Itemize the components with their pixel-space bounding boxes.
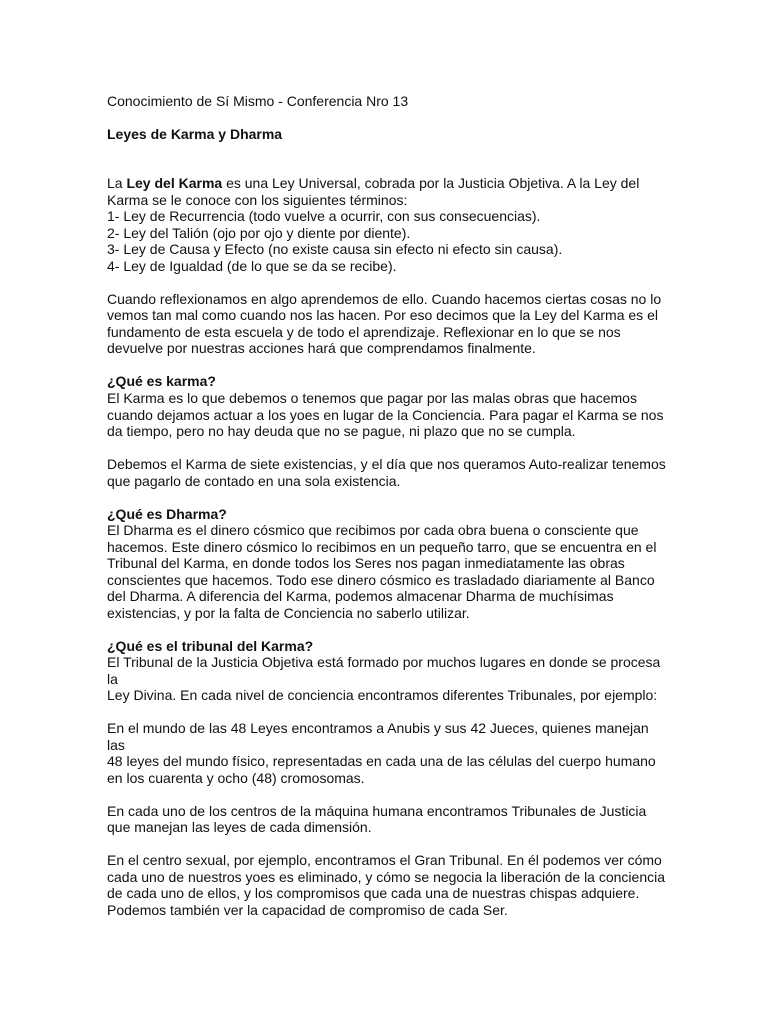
paragraph — [107, 522, 747, 621]
text-line: En el mundo de las 48 Leyes encontramos a Anubis y sus 42 Jueces, quienes manejan — [107, 720, 649, 737]
list-item: 4- Ley de Igualdad (de lo que se da se recibe). — [107, 257, 397, 274]
text-line: cada uno de nuestros yoes es eliminado, y cómo se negocia la liberación de la conciencia — [107, 868, 666, 885]
paragraph — [107, 654, 747, 704]
document-page — [107, 93, 747, 919]
reflection-paragraph — [107, 291, 747, 357]
text-line: En el centro sexual, por ejemplo, encontramos el Gran Tribunal. En él podemos ver cómo — [107, 852, 662, 869]
intro-paragraph — [107, 175, 747, 274]
text-line: la — [107, 670, 118, 687]
document-title: Conocimiento de Sí Mismo - Conferencia Nro 13 — [107, 92, 409, 109]
text-segment: es una Ley Universal, cobrada por la Justicia Objetiva. A la Ley del — [222, 175, 640, 192]
text-line: En cada uno de los centros de la máquina humana encontramos Tribunales de Justicia — [107, 802, 647, 819]
section-heading: ¿Qué es karma? — [107, 373, 216, 390]
text-line: da tiempo, pero no hay deuda que no se pague, ni plazo que no se cumpla. — [107, 423, 576, 440]
text-line: en los cuarenta y ocho (48) cromosomas. — [107, 769, 365, 786]
text-segment: La — [107, 175, 127, 192]
paragraph — [107, 803, 747, 836]
text-line: Karma se le conoce con los siguientes términos: — [107, 191, 408, 208]
text-line: devuelve por nuestras acciones hará que comprendamos finalmente. — [107, 340, 536, 357]
text-line: cuando dejamos actuar a los yoes en lugar de la Conciencia. Para pagar el Karma se nos — [107, 406, 664, 423]
text-line: conscientes que hacemos. Todo ese dinero cósmico es trasladado diariamente al Banco — [107, 571, 655, 588]
list-item: 3- Ley de Causa y Efecto (no existe causa sin efecto ni efecto sin causa). — [107, 241, 563, 258]
section-dharma — [107, 506, 747, 622]
paragraph — [107, 720, 747, 786]
paragraph — [107, 852, 747, 918]
section-tribunal — [107, 638, 747, 919]
section-karma — [107, 373, 747, 489]
list-item: 2- Ley del Talión (ojo por ojo y diente por diente). — [107, 224, 411, 241]
text-line: Ley Divina. En cada nivel de conciencia encontramos diferentes Tribunales, por ejemplo: — [107, 687, 658, 704]
text-line: Debemos el Karma de siete existencias, y el día que nos queramos Auto-realizar tenemos — [107, 456, 666, 473]
section-heading: ¿Qué es el tribunal del Karma? — [107, 637, 314, 654]
list-item: 1- Ley de Recurrencia (todo vuelve a ocurrir, con sus consecuencias). — [107, 208, 541, 225]
document-heading: Leyes de Karma y Dharma — [107, 125, 283, 142]
text-line: que manejan las leyes de cada dimensión. — [107, 819, 372, 836]
text-line: Podemos también ver la capacidad de compromiso de cada Ser. — [107, 901, 508, 918]
text-line: que pagarlo de contado en una sola existencia. — [107, 472, 401, 489]
paragraph — [107, 390, 747, 440]
text-line: Cuando reflexionamos en algo aprendemos de ello. Cuando hacemos ciertas cosas no lo — [107, 290, 662, 307]
bold-term: Ley del Karma — [126, 175, 223, 192]
paragraph — [107, 456, 747, 489]
text-line: Tribunal del Karma, en donde todos los Seres nos pagan inmediatamente las obras — [107, 555, 625, 572]
intro-first-line — [107, 175, 747, 192]
text-line: vemos tan mal como cuando nos las hacen. Por eso decimos que la Ley del Karma es el — [107, 307, 658, 324]
text-line: fundamento de esta escuela y de todo el aprendizaje. Reflexionar en lo que se nos — [107, 323, 621, 340]
text-line: hacemos. Este dinero cósmico lo recibimos en un pequeño tarro, que se encuentra en el — [107, 538, 657, 555]
text-line: las — [107, 736, 125, 753]
text-line: existencias, y por la falta de Conciencia no saberlo utilizar. — [107, 604, 470, 621]
text-line: El Karma es lo que debemos o tenemos que pagar por las malas obras que hacemos — [107, 389, 637, 406]
text-line: 48 leyes del mundo físico, representadas en cada una de las células del cuerpo humano — [107, 753, 656, 770]
text-line: del Dharma. A diferencia del Karma, podemos almacenar Dharma de muchísimas — [107, 588, 614, 605]
text-line: El Dharma es el dinero cósmico que recibimos por cada obra buena o consciente que — [107, 522, 639, 539]
text-line: El Tribunal de la Justicia Objetiva está formado por muchos lugares en donde se procesa — [107, 654, 661, 671]
text-line: de cada uno de ellos, y los compromisos que cada una de nuestras chispas adquiere. — [107, 885, 640, 902]
section-heading: ¿Qué es Dharma? — [107, 505, 227, 522]
